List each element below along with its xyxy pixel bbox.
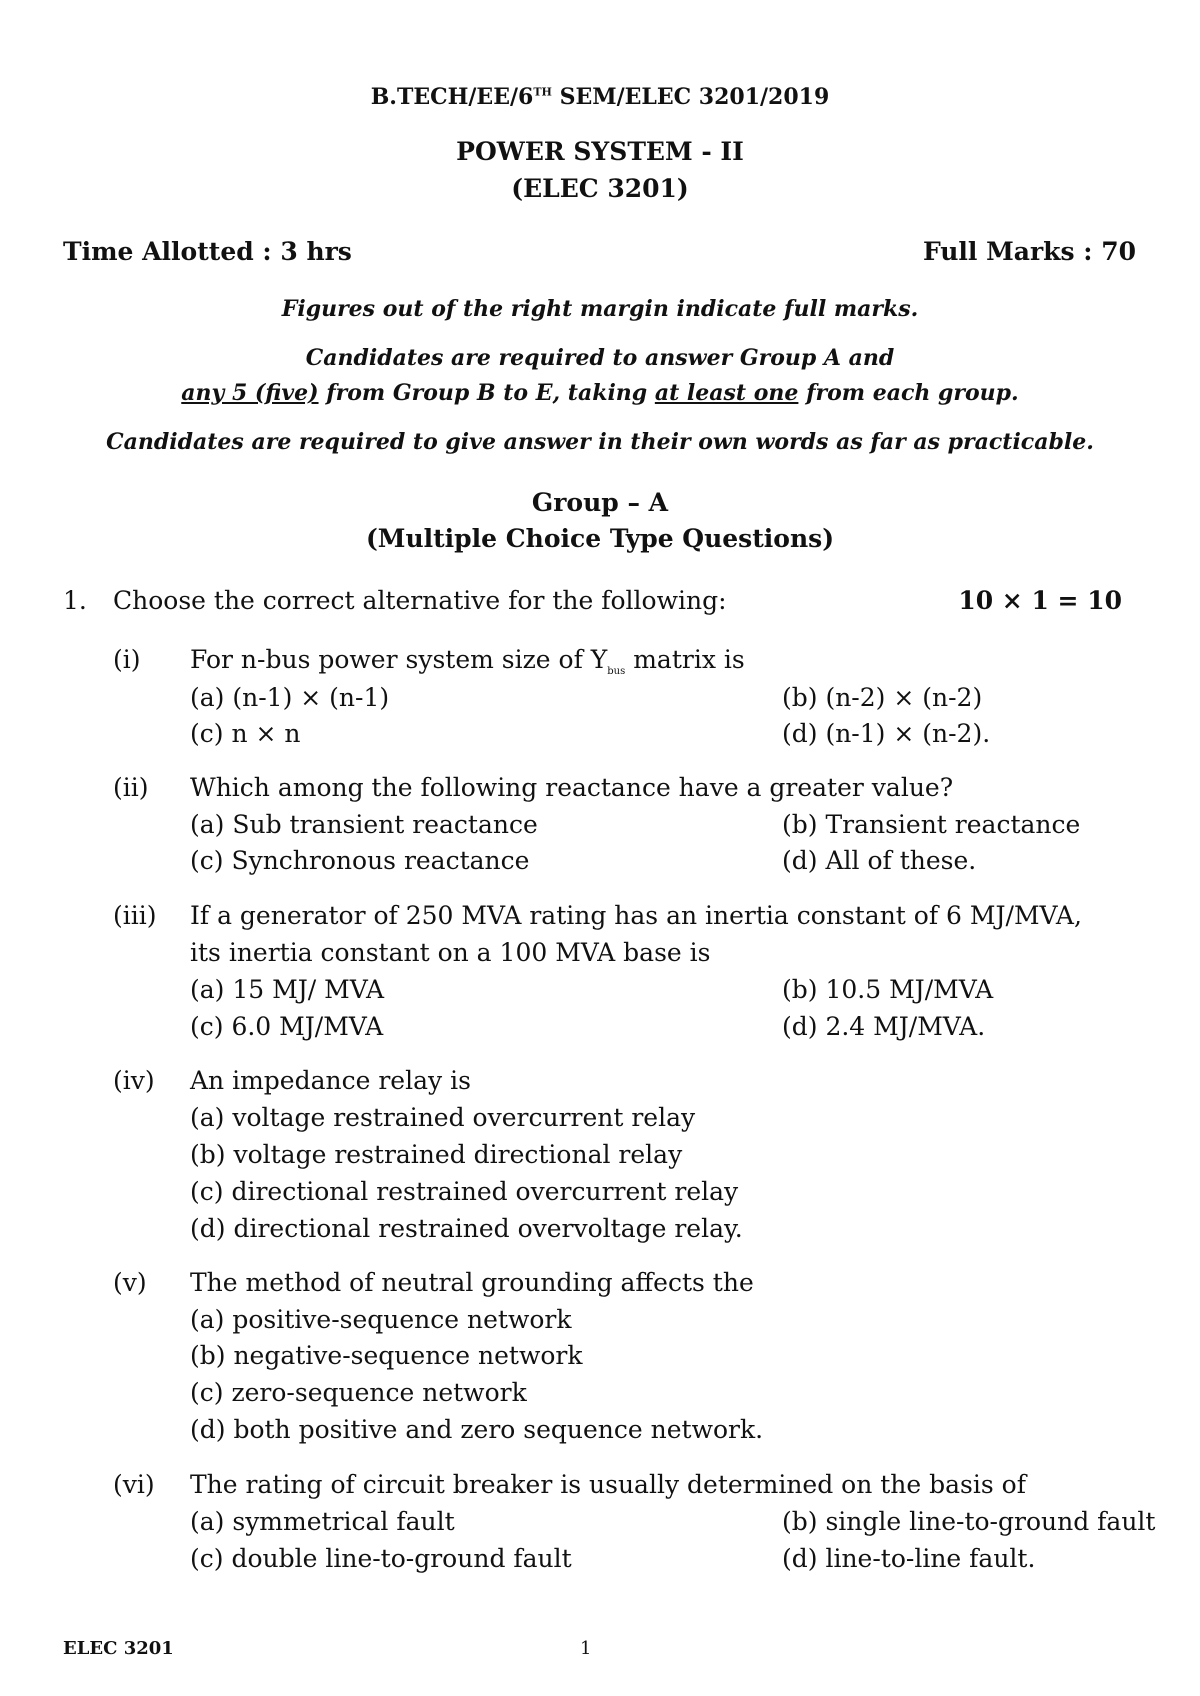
item-number: (iii) [113, 901, 157, 930]
option-b: (b) Transient reactance [782, 810, 1081, 839]
option-a: (a) positive-sequence network [190, 1305, 572, 1334]
footer-code: ELEC 3201 [63, 1638, 174, 1659]
subject-code: (ELEC 3201) [511, 174, 689, 203]
option-c: (c) n × n [190, 719, 301, 748]
paper-code [0, 84, 1200, 110]
item-stem: Which among the following reactance have a greater value? [190, 773, 954, 802]
option-b: (b) single line-to-ground fault [782, 1507, 1156, 1536]
item-number: (vi) [113, 1470, 155, 1499]
group-subtitle: (Multiple Choice Type Questions) [365, 524, 835, 553]
option-b: (b) negative-sequence network [190, 1341, 583, 1370]
question-number: 1. [63, 586, 87, 615]
option-b: (b) voltage restrained directional relay [190, 1140, 683, 1169]
instruction-underline-1: any 5 (five) [181, 380, 319, 406]
question-marks: 10 × 1 = 10 [958, 586, 1122, 615]
instruction-line-3 [0, 380, 1200, 406]
option-d: (d) line-to-line fault. [782, 1544, 1036, 1573]
instruction-end: from each group. [798, 380, 1019, 406]
subject-title: POWER SYSTEM - II [456, 137, 744, 166]
option-a: (a) (n-1) × (n-1) [190, 683, 390, 712]
option-d: (d) (n-1) × (n-2). [782, 719, 991, 748]
item-stem-continued: its inertia constant on a 100 MVA base is [190, 938, 711, 967]
option-d: (d) directional restrained overvoltage relay. [190, 1214, 743, 1243]
item-stem: The rating of circuit breaker is usually determined on the basis of [190, 1470, 1026, 1499]
option-c: (c) Synchronous reactance [190, 846, 530, 875]
item-stem-pre: For n-bus power system size of Y [190, 645, 608, 674]
option-a: (a) symmetrical fault [190, 1507, 455, 1536]
full-marks: Full Marks : 70 [922, 237, 1136, 266]
item-stem: An impedance relay is [190, 1066, 471, 1095]
paper-code-prefix: B.TECH/EE/6 [370, 84, 534, 110]
option-c: (c) zero-sequence network [190, 1378, 527, 1407]
item-number: (ii) [113, 773, 149, 802]
item-stem-post: matrix is [625, 645, 745, 674]
option-c: (c) 6.0 MJ/MVA [190, 1012, 384, 1041]
option-a: (a) Sub transient reactance [190, 810, 538, 839]
instruction-mid: from Group B to E, taking [318, 380, 655, 406]
option-a: (a) voltage restrained overcurrent relay [190, 1103, 696, 1132]
time-allotted: Time Allotted : 3 hrs [63, 237, 352, 266]
option-d: (d) both positive and zero sequence network. [190, 1415, 764, 1444]
option-d: (d) All of these. [782, 846, 977, 875]
instruction-line-1: Figures out of the right margin indicate full marks. [281, 296, 919, 322]
group-title: Group – A [531, 488, 669, 517]
instruction-line-4: Candidates are required to give answer in their own words as far as practicable. [106, 429, 1094, 455]
option-d: (d) 2.4 MJ/MVA. [782, 1012, 986, 1041]
item-stem-sub: bus [607, 666, 626, 677]
option-a: (a) 15 MJ/ MVA [190, 975, 385, 1004]
paper-code-suffix: SEM/ELEC 3201/2019 [551, 84, 830, 110]
paper-code-sup: TH [533, 85, 552, 99]
page-number: 1 [580, 1638, 592, 1659]
option-b: (b) (n-2) × (n-2) [782, 683, 983, 712]
item-stem: If a generator of 250 MVA rating has an inertia constant of 6 MJ/MVA, [190, 901, 1082, 930]
item-number: (i) [113, 645, 141, 674]
item-stem: The method of neutral grounding affects the [190, 1268, 754, 1297]
instruction-line-2: Candidates are required to answer Group A and [305, 345, 895, 371]
item-number: (v) [113, 1268, 147, 1297]
option-b: (b) 10.5 MJ/MVA [782, 975, 994, 1004]
option-c: (c) double line-to-ground fault [190, 1544, 572, 1573]
option-c: (c) directional restrained overcurrent relay [190, 1177, 739, 1206]
item-number: (iv) [113, 1066, 155, 1095]
item-stem [190, 645, 745, 677]
question-text: Choose the correct alternative for the following: [113, 586, 727, 615]
instruction-underline-2: at least one [654, 380, 799, 406]
